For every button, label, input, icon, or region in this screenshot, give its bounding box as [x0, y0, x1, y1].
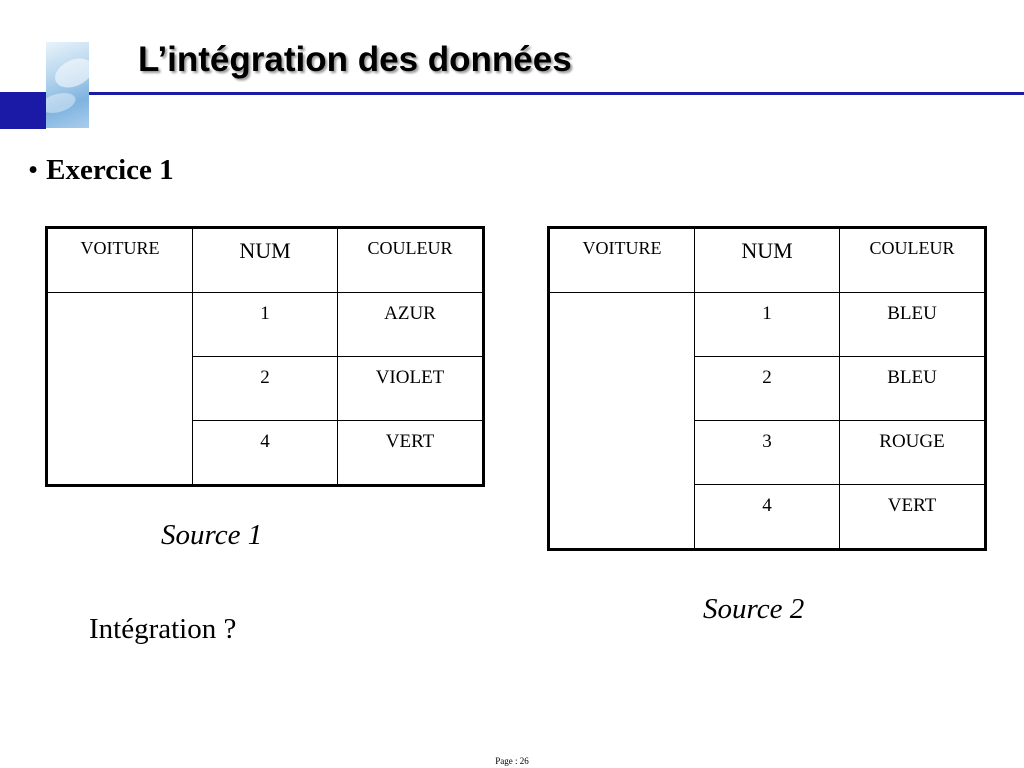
- column-header-num: NUM: [695, 228, 840, 293]
- couleur-cell: VIOLET: [338, 357, 484, 421]
- table-header-row: [549, 228, 986, 293]
- header-rule: [89, 92, 1024, 95]
- couleur-cell: VERT: [338, 421, 484, 486]
- column-header-voiture: VOITURE: [549, 228, 695, 293]
- page-number: Page : 26: [495, 756, 529, 766]
- num-cell: 3: [695, 421, 840, 485]
- column-header-voiture: VOITURE: [47, 228, 193, 293]
- source1-table: [45, 226, 485, 487]
- source2-caption: Source 2: [703, 593, 805, 625]
- num-cell: 1: [193, 293, 338, 357]
- header-decorative-image: [46, 42, 89, 128]
- column-header-couleur: COULEUR: [338, 228, 484, 293]
- couleur-cell: AZUR: [338, 293, 484, 357]
- voiture-cell: [47, 293, 193, 486]
- table-row: [47, 293, 484, 357]
- source1-caption: Source 1: [161, 519, 263, 551]
- couleur-cell: BLEU: [840, 293, 986, 357]
- num-cell: 2: [695, 357, 840, 421]
- column-header-couleur: COULEUR: [840, 228, 986, 293]
- couleur-cell: ROUGE: [840, 421, 986, 485]
- bullet-item: [28, 154, 174, 187]
- num-cell: 1: [695, 293, 840, 357]
- header-accent-bar: [0, 92, 46, 129]
- couleur-cell: VERT: [840, 485, 986, 550]
- table-header-row: [47, 228, 484, 293]
- couleur-cell: BLEU: [840, 357, 986, 421]
- num-cell: 4: [193, 421, 338, 486]
- source2-table: [547, 226, 987, 551]
- bullet-text: Exercice 1: [46, 154, 174, 186]
- bullet-dot-icon: •: [28, 154, 39, 186]
- num-cell: 2: [193, 357, 338, 421]
- voiture-cell: [549, 293, 695, 550]
- num-cell: 4: [695, 485, 840, 550]
- table-row: [549, 293, 986, 357]
- slide-title: L’intégration des données: [138, 40, 572, 79]
- integration-question: Intégration ?: [89, 613, 237, 645]
- column-header-num: NUM: [193, 228, 338, 293]
